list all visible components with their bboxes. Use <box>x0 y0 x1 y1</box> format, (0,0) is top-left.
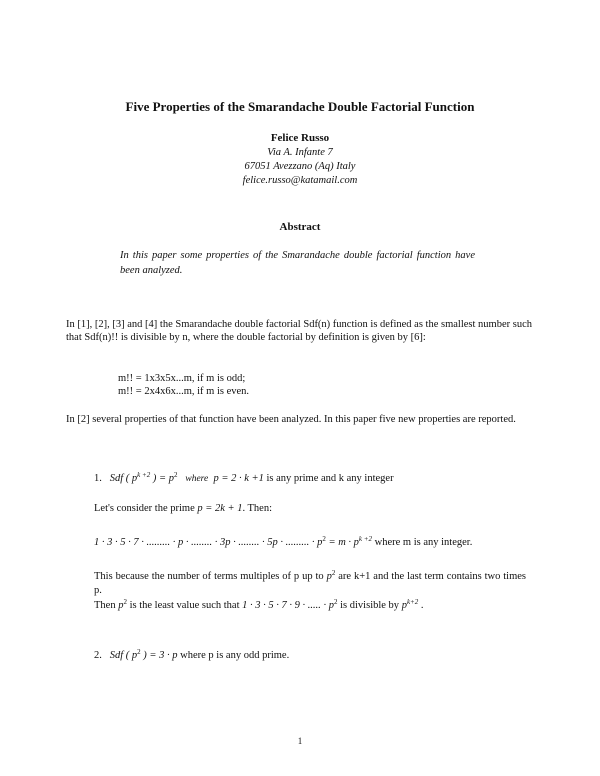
property-1-exponent: k +2 <box>137 471 151 479</box>
consider-line <box>94 503 272 514</box>
property-2-formula: Sdf ( p <box>109 650 138 661</box>
then-square: 2 <box>123 598 127 606</box>
property-2-formula-rest: ) = 3 · p <box>143 650 178 661</box>
author-email: felice.russo@katamail.com <box>242 175 358 186</box>
page-number: 1 <box>297 736 303 746</box>
property-1-formula: Sdf ( p <box>109 473 138 484</box>
abstract-text: In this paper some properties of the Smarandache double factorial function have been analyzed. <box>120 250 475 276</box>
then-product-square: 2 <box>334 598 338 606</box>
property-2-square: 2 <box>137 648 141 656</box>
because-square: 2 <box>331 569 336 577</box>
consider-tail: . Then: <box>242 503 273 514</box>
property-1-condition: p = 2 · k +1 <box>213 473 264 484</box>
then-mid: is the least value such that <box>129 600 240 611</box>
paper-title: Five Properties of the Smarandache Double Factorial Function <box>125 99 475 114</box>
then-end: . <box>420 600 424 611</box>
abstract-heading: Abstract <box>279 221 321 233</box>
then-product: 1 · 3 · 5 · 7 · 9 · ..... · p <box>242 600 335 611</box>
product-tail: where m is any integer. <box>374 537 473 548</box>
author-street: Via A. Infante 7 <box>267 147 333 158</box>
because-tail: are k+1 and the last term contains two times p. <box>94 571 527 596</box>
property-1-tail: is any prime and k any integer <box>266 473 394 484</box>
property-1-formula-mid: ) = p <box>152 473 174 484</box>
consider-lead: Let's consider the prime <box>94 503 195 514</box>
product-exponent: k +2 <box>358 535 373 543</box>
property-2-tail: where p is any odd prime. <box>180 650 290 661</box>
second-paragraph: In [2] several properties of that function have been analyzed. In this paper five new properties are reported. <box>66 414 516 425</box>
intro-paragraph: In [1], [2], [3] and [4] the Smarandache double factorial Sdf(n) function is defined as the smallest number such that Sdf(n)!! is divisible by n, where the double factorial by definition is given by [6]: <box>66 319 532 343</box>
property-1-square: 2 <box>173 471 178 479</box>
product-eq: = m · p <box>328 537 359 548</box>
then-lead: Then <box>94 600 116 611</box>
because-paragraph <box>94 570 526 598</box>
property-1-where: where <box>185 474 209 484</box>
property-2-number: 2. <box>94 650 102 661</box>
then-pk: p <box>401 600 407 611</box>
then-divisible: is divisible by <box>340 600 400 611</box>
property-1 <box>94 473 394 484</box>
definition-even: m!! = 2x4x6x...m, if m is even. <box>118 386 250 397</box>
then-line <box>94 600 424 611</box>
property-2 <box>94 650 289 661</box>
product-math: 1 · 3 · 5 · 7 · ......... · p · ........ · 3p · ........ · 5p · ......... · p <box>94 537 323 548</box>
then-math: p <box>118 600 124 611</box>
then-pk-exponent: k+2 <box>406 598 419 606</box>
property-1-number: 1. <box>94 473 102 484</box>
author-city: 67051 Avezzano (Aq) Italy <box>244 161 356 172</box>
consider-math: p = 2k + 1 <box>197 503 243 514</box>
product-square: 2 <box>322 535 326 543</box>
definition-odd: m!! = 1x3x5x...m, if m is odd; <box>118 373 246 384</box>
because-lead: This because the number of terms multiples of p up to <box>94 571 324 582</box>
author-name: Felice Russo <box>270 132 330 144</box>
product-line <box>94 537 472 548</box>
because-math: p <box>326 571 332 582</box>
